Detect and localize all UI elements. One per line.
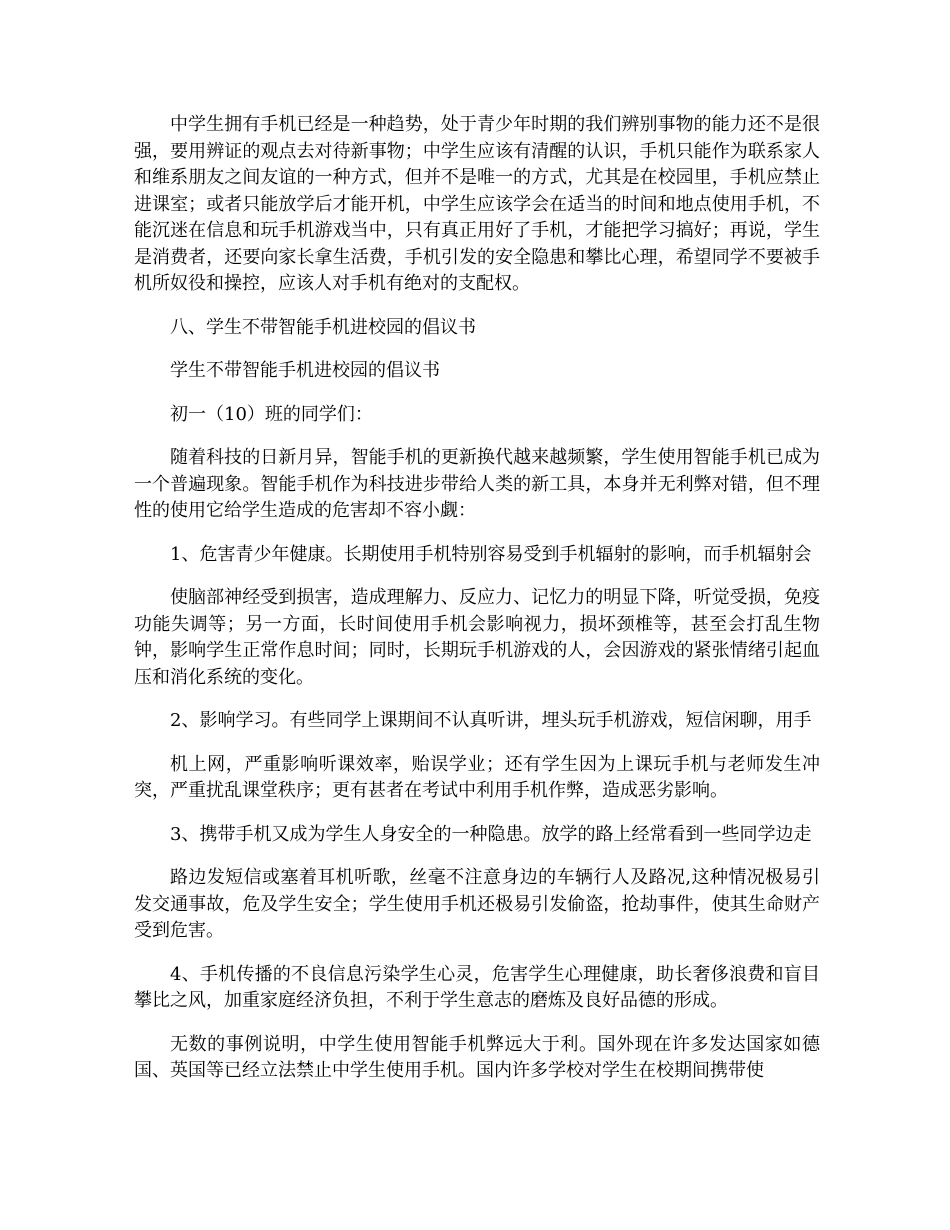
paragraph-intro: 随着科技的日新月异，智能手机的更新换代越来越频繁，学生使用智能手机已成为一个普遍现象。智能手机作为科技进步带给人类的新工具，本身并无利弊对错，但不理性的使用它给学生造成的危害却不容小觑： [134, 447, 820, 521]
paragraph-point-2-start: 2、影响学习。有些同学上课期间不认真听讲，埋头玩手机游戏，短信闲聊，用手 [170, 710, 812, 731]
salutation: 初一（10）班的同学们： [170, 403, 373, 425]
paragraph-point-3-cont: 路边发短信或塞着耳机听歌，丝毫不注意身边的车辆行人及路况,这种情况极易引发交通事故，危及学生安全；学生使用手机还极易引发偷盗，抢劫事件，使其生命财产受到危害。 [134, 867, 820, 941]
paragraph-point-1-cont: 使脑部神经受到损害，造成理解力、反应力、记忆力的明显下降，听觉受损，免疫功能失调等；另一方面，长时间使用手机会影响视力，损坏颈椎等，甚至会打乱生物钟，影响学生正常作息时间；同时，长期玩手机游戏的人，会因游戏的紧张情绪引起血压和消化系统的变化。 [134, 587, 820, 688]
document-body [134, 112, 820, 1102]
paragraph-point-3-start: 3、携带手机又成为学生人身安全的一种隐患。放学的路上经常看到一些同学边走 [170, 823, 812, 845]
section-heading-8: 八、学生不带智能手机进校园的倡议书 [170, 316, 476, 338]
paragraph-point-1-start: 1、危害青少年健康。长期使用手机特别容易受到手机辐射的影响，而手机辐射会 [170, 543, 812, 565]
proposal-title: 学生不带智能手机进校园的倡议书 [170, 360, 440, 381]
paragraph-conclusion: 无数的事例说明，中学生使用智能手机弊远大于利。国外现在许多发达国家如德国、英国等已经立法禁止中学生使用手机。国内许多学校对学生在校期间携带使 [134, 1033, 820, 1081]
paragraph-phone-trend: 中学生拥有手机已经是一种趋势，处于青少年时期的我们辨别事物的能力还不是很强，要用辨证的观点去对待新事物；中学生应该有清醒的认识，手机只能作为联系家人和维系朋友之间友谊的一种方式，但并不是唯一的方式，尤其是在校园里，手机应禁止进课室；或者只能放学后才能开机，中学生应该学会在适当的时间和地点使用手机，不能沉迷在信息和玩手机游戏当中，只有真正用好了手机，才能把学习搞好；再说，学生是消费者，还要向家长拿生活费，手机引发的安全隐患和攀比心理，希望同学不要被手机所奴役和操控，应该人对手机有绝对的支配权。 [134, 114, 820, 294]
paragraph-point-2-cont: 机上网，严重影响听课效率，贻误学业；还有学生因为上课玩手机与老师发生冲突，严重扰乱课堂秩序；更有甚者在考试中利用手机作弊，造成恶劣影响。 [134, 753, 820, 801]
paragraph-point-4: 4、手机传播的不良信息污染学生心灵，危害学生心理健康，助长奢侈浪费和盲目攀比之风，加重家庭经济负担，不利于学生意志的磨炼及良好品德的形成。 [134, 963, 820, 1011]
